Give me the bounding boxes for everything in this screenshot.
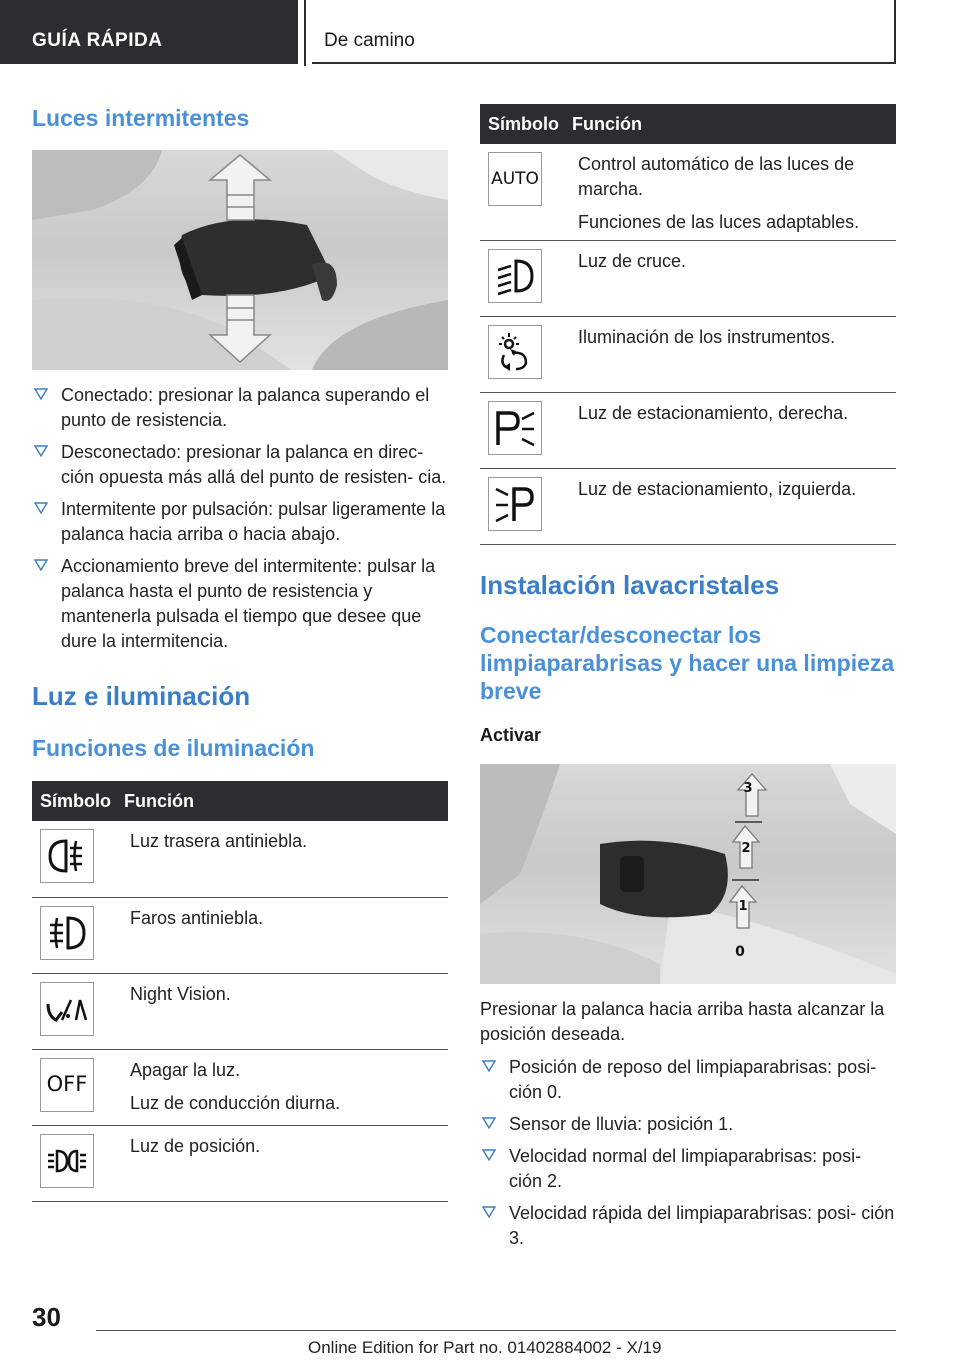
table-row — [32, 1049, 448, 1125]
heading-wipers: Conectar/desconectar los limpiaparabrisas y hacer una limpieza breve — [480, 621, 895, 704]
list-item: Velocidad rápida del limpiaparabrisas: posi- ción 3. — [480, 1201, 896, 1251]
table-row — [480, 240, 896, 316]
turn-signal-list — [32, 383, 448, 654]
function-text: Apagar la luz. — [130, 1059, 241, 1080]
table-row — [480, 392, 896, 468]
turn-signal-lever-image — [32, 150, 448, 370]
table-row — [32, 1125, 448, 1201]
section-label: GUÍA RÁPIDA — [0, 0, 298, 64]
list-item: Sensor de lluvia: posición 1. — [480, 1112, 896, 1137]
instrument-lighting-icon — [488, 325, 542, 379]
function-text: Iluminación de los instrumentos. — [578, 326, 836, 347]
wiper-position-0-label: 0 — [735, 943, 745, 960]
footer-divider — [96, 1330, 896, 1331]
table-row — [32, 973, 448, 1049]
function-text: Luz de estacionamiento, derecha. — [578, 402, 849, 423]
function-text-2: Funciones de las luces adaptables. — [578, 212, 860, 232]
bullet-triangle-icon — [34, 502, 48, 514]
table-row — [32, 897, 448, 973]
table-row — [480, 468, 896, 544]
wiper-position-1-label: 1 — [738, 898, 748, 914]
function-text: Luz de cruce. — [578, 250, 687, 271]
position-light-icon — [40, 1134, 94, 1188]
parking-light-right-icon — [488, 401, 542, 455]
wiper-position-3-label: 3 — [743, 780, 753, 796]
wiper-positions-list — [480, 1055, 896, 1251]
night-vision-icon — [40, 982, 94, 1036]
edition-note: Online Edition for Part no. 01402884002 - X/19 — [308, 1338, 662, 1357]
parking-light-left-icon — [488, 477, 542, 531]
chapter-label: De camino — [312, 0, 896, 64]
heading-turn-signals: Luces intermitentes — [32, 105, 250, 131]
col-symbol: Símbolo — [480, 104, 572, 144]
turn-signal-lever-illustration — [32, 150, 448, 370]
function-text: Luz trasera antiniebla. — [130, 831, 308, 851]
bullet-triangle-icon — [482, 1149, 496, 1161]
function-text: Control automático de las luces de marcha. — [578, 154, 855, 199]
list-item: Velocidad normal del limpiaparabrisas: posi- ción 2. — [480, 1144, 896, 1194]
header-divider — [304, 0, 306, 66]
table-row — [480, 316, 896, 392]
bullet-triangle-icon — [482, 1117, 496, 1129]
bullet-triangle-icon — [34, 388, 48, 400]
function-text-2: Luz de conducción diurna. — [130, 1092, 341, 1113]
heading-activate: Activar — [480, 724, 542, 745]
auto-icon: AUTO — [488, 152, 542, 206]
col-symbol: Símbolo — [32, 781, 124, 821]
bullet-triangle-icon — [482, 1060, 496, 1072]
heading-washer-system: Instalación lavacristales — [480, 569, 780, 600]
off-icon: OFF — [40, 1058, 94, 1112]
heading-light: Luz e iluminación — [32, 681, 251, 711]
wiper-intro: Presionar la palanca hacia arriba hasta alcanzar la posición deseada. — [480, 998, 885, 1044]
list-item: Accionamiento breve del intermitente: pulsar la palanca hasta el punto de resistencia y mantenerla pulsada el tiempo que desee que dure la intermitencia. — [32, 554, 448, 654]
low-beam-icon — [488, 249, 542, 303]
function-text: Night Vision. — [130, 983, 231, 1004]
page-number: 30 — [32, 1302, 61, 1332]
function-text: Luz de posición. — [130, 1135, 261, 1156]
front-fog-light-icon — [40, 906, 94, 960]
list-item: Posición de reposo del limpiaparabrisas: posi- ción 0. — [480, 1055, 896, 1105]
wiper-lever-image — [480, 764, 896, 984]
wiper-position-2-label: 2 — [741, 840, 751, 856]
page-header — [0, 0, 960, 66]
light-functions-table-continued — [480, 104, 896, 545]
list-item: Desconectado: presionar la palanca en direc- ción opuesta más allá del punto de resisten- cia. — [32, 440, 448, 490]
table-row — [32, 821, 448, 897]
table-row — [480, 144, 896, 240]
function-text: Faros antiniebla. — [130, 907, 264, 928]
col-function: Función — [124, 781, 448, 821]
wiper-lever-illustration — [480, 764, 896, 984]
col-function: Función — [572, 104, 896, 144]
list-item: Intermitente por pulsación: pulsar ligeramente la palanca hacia arriba o hacia abajo. — [32, 497, 448, 547]
bullet-triangle-icon — [34, 445, 48, 457]
light-functions-table — [32, 781, 448, 1202]
bullet-triangle-icon — [34, 559, 48, 571]
right-column — [480, 104, 896, 1258]
function-text: Luz de estacionamiento, izquierda. — [578, 478, 857, 499]
bullet-triangle-icon — [482, 1206, 496, 1218]
rear-fog-light-icon — [40, 829, 94, 883]
list-item: Conectado: presionar la palanca superando el punto de resistencia. — [32, 383, 448, 433]
left-column — [32, 100, 448, 1202]
heading-light-functions: Funciones de iluminación — [32, 735, 315, 761]
